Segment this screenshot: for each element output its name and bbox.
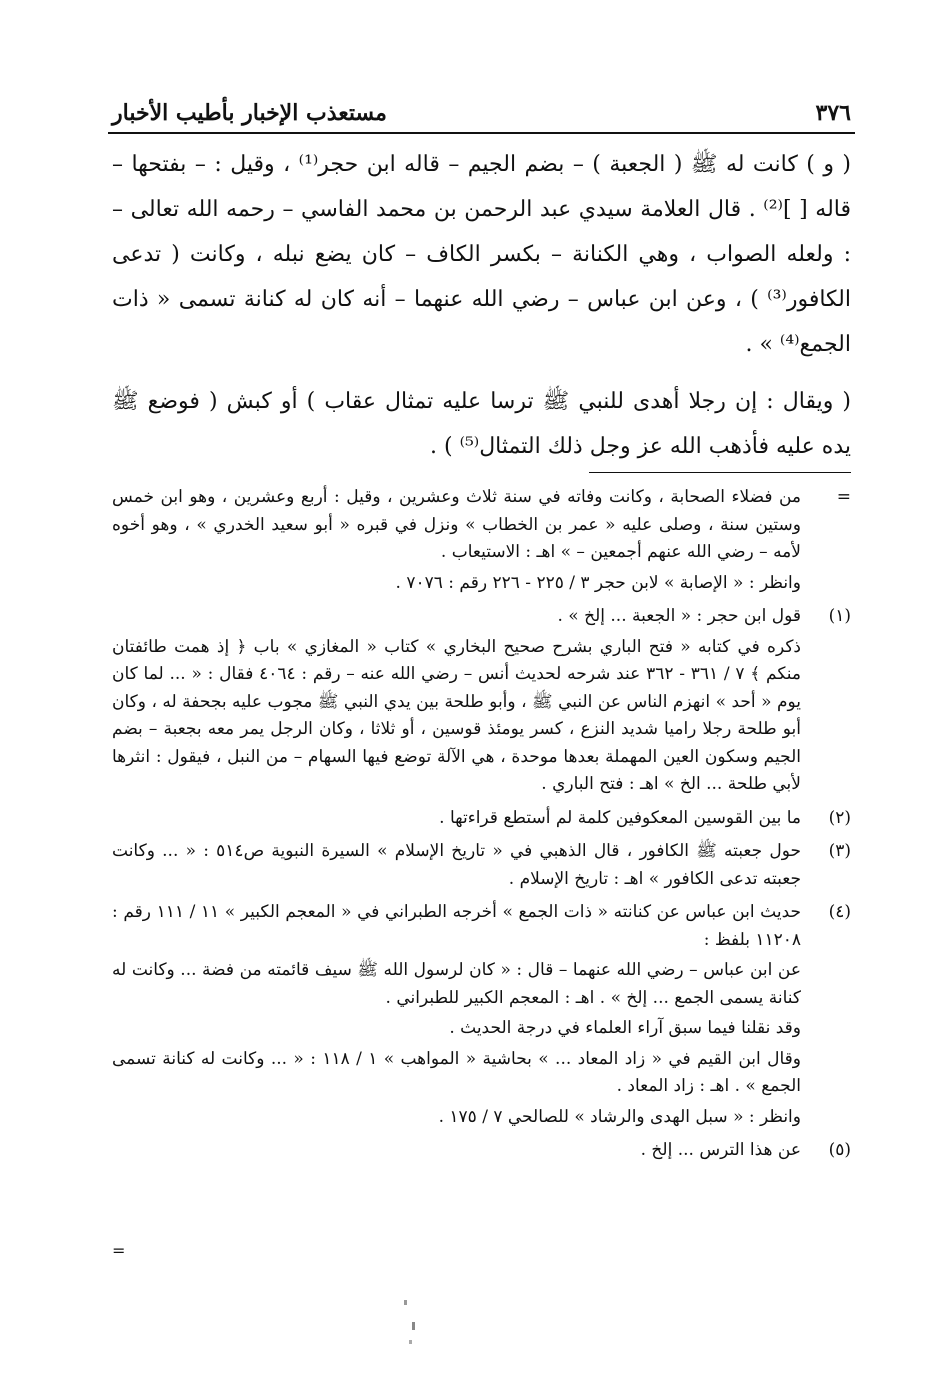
footnote-paragraph: وقد نقلنا فيما سبق آراء العلماء في درجة الحديث . — [449, 1018, 801, 1038]
main-text — [112, 142, 851, 469]
footnote-paragraph: عن ابن عباس – رضي الله عنهما – قال : « كان لرسول الله ﷺ سيف قائمته من فضة ... وكانت له كنانة يسمى الجمع ... إلخ » . اهـ : المعجم الكبير للطبراني . — [112, 960, 801, 1008]
footnote-paragraph: وانظر : « الإصابة » لابن حجر ٣ / ٢٢٥ - ٢٢٦ رقم : ٧٠٧٦ . — [395, 572, 801, 593]
footnote-paragraph: ما بين القوسين المعكوفين كلمة لم أستطع قراءتها . — [439, 807, 801, 828]
footnote-paragraph: عن هذا الترس ... إلخ . — [640, 1140, 801, 1160]
header-rule — [108, 132, 855, 134]
footnote-number: (٢) — [828, 807, 851, 828]
footnote-paragraph: وقال ابن القيم في « زاد المعاد ... » بحاشية « المواهب » ١ / ١١٨ : « ... وكانت له كنانة تسمى الجمع » . اهـ : زاد المعاد . — [112, 1048, 801, 1096]
footnote-1 — [112, 603, 851, 802]
footnote-paragraph: وانظر : « سبل الهدى والرشاد » للصالحي ٧ / ١٧٥ . — [438, 1106, 801, 1127]
footnote-number: (٣) — [828, 841, 851, 861]
footnote-continuation — [112, 484, 851, 600]
footnote-number: (٥) — [828, 1140, 851, 1160]
footnote-paragraph: حديث ابن عباس عن كنانته « ذات الجمع » أخرجه الطبراني في « المعجم الكبير » ١١ / ١١١ رقم : ١١٢٠٨ بلفظ : — [112, 902, 801, 950]
footnote-number: (٤) — [828, 902, 851, 922]
running-title: مستعذب الإخبار بأطيب الأخبار — [112, 100, 387, 126]
continuation-mark: = — [836, 487, 851, 507]
footnotes — [112, 484, 851, 1171]
scan-speck — [412, 1322, 415, 1330]
footnote-separator — [589, 472, 851, 473]
page-number: ٣٧٦ — [815, 100, 851, 126]
scan-speck — [409, 1340, 412, 1344]
footnote-number: (١) — [828, 606, 851, 626]
footnote-paragraph: من فضلاء الصحابة ، وكانت وفاته في سنة ثلاث وعشرين ، وقيل : أربع وعشرين ، وهو ابن خمس وستين سنة ، وصلى عليه « عمر بن الخطاب » ونزل في قبره « أبو سعيد الخدري » ، وهو أخوه لأمه – رضي الله عنهم أجمعين – » اهـ : الاستيعاب . — [112, 487, 801, 562]
continuation-mark-bottom: = — [112, 1241, 126, 1260]
footnote-paragraph: ذكره في كتابه « فتح الباري بشرح صحيح البخاري » كتاب « المغازي » باب ﴿ إذ همت طائفتان منكم ﴾ ٧ / ٣٦١ - ٣٦٢ عند شرحه لحديث أنس – رضي الله عنه – رقم : ٤٠٦٤ فقال : « ... لما كان يوم « أحد » انهزم الناس عن النبي ﷺ ، وأبو طلحة بين يدي النبي ﷺ مجوب عليه بجحفة له ، وكان أبو طلحة رجلا راميا شديد النزع ، كسر يومئذ قوسين ، أو ثلاثا ، وكان الرجل يمر معه بجعبة – بضم الجيم وسكون العين المهملة بعدها موحدة ، هي الآلة توضع فيها السهام – من النبل ، فيقول : انثرها لأبي طلحة ... الخ » اهـ : فتح الباري . — [112, 636, 801, 794]
footnote-5 — [112, 1137, 851, 1168]
main-paragraph: ( ويقال : إن رجلا أهدى للنبي ﷺ ترسا عليه تمثال عقاب ) أو كبش ( فوضع ﷺ يده عليه فأذهب الله عز وجل ذلك التمثال⁽⁵⁾ ) . — [112, 389, 851, 459]
footnote-2 — [112, 805, 851, 836]
footnote-paragraph: حول جعبته ﷺ الكافور ، قال الذهبي في « تاريخ الإسلام » السيرة النبوية ص٥١٤ : « ... وكانت جعبته تدعى الكافور » اهـ : تاريخ الإسلام . — [112, 841, 801, 889]
footnote-3 — [112, 838, 851, 896]
footnote-paragraph: قول ابن حجر : « الجعبة ... إلخ » . — [557, 606, 801, 626]
main-paragraph: ( و ) كانت له ﷺ ( الجعبة ) – بضم الجيم – قاله ابن حجر⁽¹⁾ ، وقيل : – بفتحها – قاله [ ]⁽²⁾ . قال العلامة سيدي عبد الرحمن بن محمد الفاسي – رحمه الله تعالى – : ولعله الصواب ، وهي الكنانة – بكسر الكاف – كان يضع نبله ، وكانت ( تدعى الكافور⁽³⁾ ) ، وعن ابن عباس – رضي الله عنهما – أنه كان له كنانة تسمى « ذات الجمع⁽⁴⁾ » . — [112, 152, 851, 357]
footnote-4 — [112, 899, 851, 1134]
scan-speck — [404, 1300, 407, 1305]
running-header — [112, 86, 851, 126]
